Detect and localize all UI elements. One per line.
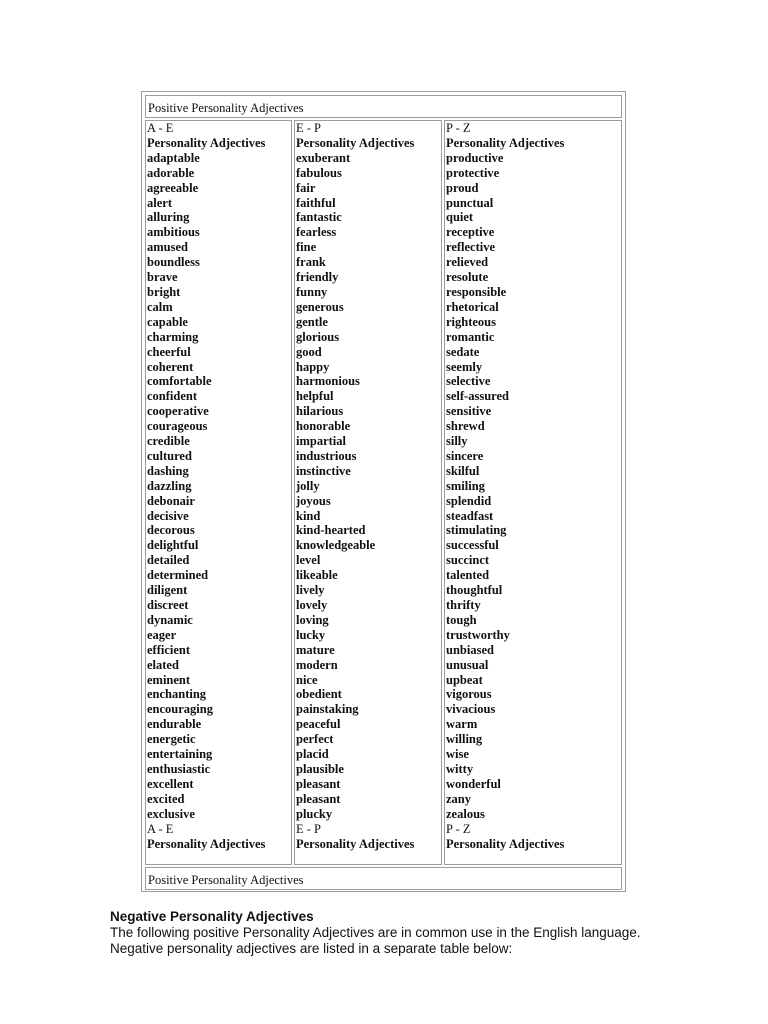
adjective-item: cooperative — [147, 404, 209, 419]
table-caption-top — [145, 95, 622, 118]
column-footer-range-label: P - Z — [446, 821, 471, 836]
adjective-item: excellent — [147, 776, 194, 791]
column-a-e-list — [147, 121, 265, 851]
adjective-item: dashing — [147, 463, 189, 478]
adjective-item: likeable — [296, 568, 338, 583]
adjectives-table — [141, 91, 626, 892]
adjective-item: exuberant — [296, 150, 351, 165]
adjective-item: thoughtful — [446, 583, 503, 598]
adjective-item: stimulating — [446, 523, 507, 538]
adjective-item: skilful — [446, 463, 480, 478]
adjective-item: self-assured — [446, 389, 509, 404]
adjective-item: harmonious — [296, 374, 360, 389]
adjective-item: romantic — [446, 329, 495, 344]
adjective-item: relieved — [446, 255, 489, 270]
table-caption-top-text: Positive Personality Adjectives — [148, 101, 304, 115]
adjective-item: placid — [296, 747, 329, 762]
adjective-item: loving — [296, 612, 329, 627]
adjective-item: enchanting — [147, 687, 207, 702]
section-paragraph: The following positive Personality Adjectives are in common use in the English language. Negative personality adjectives are listed in a separate table below: — [110, 925, 641, 956]
column-footer-subheading: Personality Adjectives — [446, 836, 565, 851]
adjective-item: lovely — [296, 598, 328, 612]
adjective-item: coherent — [147, 359, 194, 374]
adjective-item: warm — [446, 717, 478, 732]
adjective-item: perfect — [296, 732, 334, 747]
adjective-item: efficient — [147, 642, 191, 657]
adjective-item: quiet — [446, 210, 474, 225]
column-footer-subheading: Personality Adjectives — [296, 836, 415, 851]
column-e-p-list — [296, 121, 414, 851]
adjective-item: cheerful — [147, 344, 191, 359]
column-range-label: E - P — [296, 121, 321, 135]
adjective-item: righteous — [446, 314, 496, 329]
adjective-item: generous — [296, 299, 344, 314]
adjective-item: diligent — [147, 583, 188, 598]
adjective-item: productive — [446, 150, 504, 165]
adjective-item: jolly — [296, 478, 320, 493]
table-caption-bottom-text: Positive Personality Adjectives — [148, 873, 304, 887]
column-footer-range-label: E - P — [296, 821, 321, 836]
column-footer-range-label: A - E — [147, 821, 174, 836]
adjective-item: shrewd — [446, 419, 485, 434]
adjective-item: charming — [147, 329, 199, 344]
adjective-item: lively — [296, 583, 325, 598]
adjective-item: obedient — [296, 687, 342, 702]
adjective-item: discreet — [147, 598, 189, 612]
adjective-item: energetic — [147, 732, 196, 747]
adjective-item: calm — [147, 299, 173, 314]
adjective-item: succinct — [446, 553, 490, 568]
adjective-item: unusual — [446, 657, 489, 672]
adjective-item: alert — [147, 195, 172, 210]
adjective-item: successful — [446, 538, 499, 553]
adjective-item: amused — [147, 240, 188, 255]
column-subheading: Personality Adjectives — [446, 135, 565, 150]
adjective-item: determined — [147, 568, 209, 583]
adjective-item: eminent — [147, 672, 191, 687]
adjective-item: plucky — [296, 806, 333, 821]
adjective-item: boundless — [147, 255, 200, 270]
adjective-item: mature — [296, 642, 335, 657]
adjective-item: vigorous — [446, 687, 492, 702]
adjective-item: kind — [296, 508, 321, 523]
adjective-item: excited — [147, 791, 185, 806]
adjective-item: punctual — [446, 195, 494, 210]
adjective-item: adaptable — [147, 150, 200, 165]
adjective-item: agreeable — [147, 180, 199, 195]
column-range-label: A - E — [147, 121, 174, 135]
adjective-item: unbiased — [446, 642, 494, 657]
adjective-item: honorable — [296, 419, 351, 434]
adjective-item: encouraging — [147, 702, 213, 717]
adjective-item: ambitious — [147, 225, 200, 240]
adjective-item: debonair — [147, 493, 195, 508]
adjective-item: fine — [296, 240, 317, 255]
section-title: Negative Personality Adjectives — [110, 909, 314, 924]
adjective-item: sensitive — [446, 404, 492, 419]
adjective-item: endurable — [147, 717, 202, 732]
adjective-item: sincere — [446, 448, 484, 463]
adjective-item: protective — [446, 165, 500, 180]
column-subheading: Personality Adjectives — [147, 135, 266, 150]
adjective-item: witty — [446, 761, 474, 776]
adjective-item: decorous — [147, 523, 195, 538]
adjective-item: comfortable — [147, 374, 212, 389]
adjective-item: credible — [147, 434, 190, 449]
adjective-item: willing — [446, 732, 483, 747]
adjective-item: impartial — [296, 434, 346, 449]
adjective-item: peaceful — [296, 717, 341, 732]
adjective-item: elated — [147, 657, 179, 672]
adjective-item: knowledgeable — [296, 538, 376, 553]
adjective-item: zany — [446, 791, 471, 806]
adjective-item: thrifty — [446, 598, 481, 612]
adjective-item: wonderful — [446, 776, 501, 791]
adjective-item: instinctive — [296, 463, 351, 478]
column-footer-subheading: Personality Adjectives — [147, 836, 266, 851]
adjective-item: entertaining — [147, 747, 213, 762]
adjective-item: eager — [147, 627, 177, 642]
adjective-item: hilarious — [296, 404, 344, 419]
adjective-item: joyous — [296, 493, 331, 508]
adjective-item: proud — [446, 180, 479, 195]
adjective-item: talented — [446, 568, 490, 583]
adjective-item: selective — [446, 374, 491, 389]
adjective-item: painstaking — [296, 702, 359, 717]
adjective-item: wise — [446, 747, 469, 762]
adjective-item: responsible — [446, 284, 507, 299]
adjective-item: adorable — [147, 165, 195, 180]
adjective-item: fantastic — [296, 210, 342, 225]
adjective-item: trustworthy — [446, 627, 510, 642]
column-e-p — [294, 120, 442, 865]
adjective-item: seemly — [446, 359, 483, 374]
column-a-e — [145, 120, 292, 865]
adjective-item: delightful — [147, 538, 199, 553]
adjective-item: tough — [446, 612, 477, 627]
adjective-item: glorious — [296, 329, 340, 344]
adjective-item: receptive — [446, 225, 495, 240]
adjective-item: splendid — [446, 493, 492, 508]
adjective-item: enthusiastic — [147, 761, 211, 776]
adjective-item: faithful — [296, 195, 336, 210]
adjective-item: smiling — [446, 478, 485, 493]
adjective-item: dazzling — [147, 478, 192, 493]
adjective-item: alluring — [147, 210, 190, 225]
adjective-item: detailed — [147, 553, 190, 568]
adjective-item: vivacious — [446, 702, 496, 717]
adjective-item: level — [296, 553, 321, 568]
adjective-item: cultured — [147, 448, 192, 463]
adjective-item: friendly — [296, 270, 339, 285]
adjective-item: silly — [446, 434, 468, 449]
adjective-item: helpful — [296, 389, 334, 404]
table-caption-bottom — [145, 867, 622, 890]
column-range-label: P - Z — [446, 121, 471, 135]
column-subheading: Personality Adjectives — [296, 135, 415, 150]
adjective-item: sedate — [446, 344, 480, 359]
adjective-item: industrious — [296, 448, 357, 463]
adjective-item: rhetorical — [446, 299, 499, 314]
adjective-item: courageous — [147, 419, 208, 434]
adjective-item: fearless — [296, 225, 337, 240]
adjective-item: exclusive — [147, 806, 195, 821]
adjective-item: frank — [296, 255, 326, 270]
adjective-item: fabulous — [296, 165, 342, 180]
adjective-item: gentle — [296, 314, 328, 329]
adjective-item: happy — [296, 359, 330, 374]
adjective-item: fair — [296, 180, 316, 195]
adjective-item: funny — [296, 284, 328, 299]
column-p-z-list — [446, 121, 564, 851]
adjective-item: dynamic — [147, 612, 193, 627]
adjective-item: zealous — [446, 806, 485, 821]
adjective-item: good — [296, 344, 322, 359]
adjective-item: kind-hearted — [296, 523, 366, 538]
adjective-item: reflective — [446, 240, 496, 255]
adjective-item: plausible — [296, 761, 344, 776]
adjective-item: confident — [147, 389, 197, 404]
adjective-item: nice — [296, 672, 318, 687]
adjective-item: lucky — [296, 627, 326, 642]
column-p-z — [444, 120, 622, 865]
adjective-item: decisive — [147, 508, 189, 523]
adjective-item: pleasant — [296, 791, 341, 806]
adjective-item: pleasant — [296, 776, 341, 791]
adjective-item: bright — [147, 284, 181, 299]
adjective-item: modern — [296, 657, 338, 672]
adjective-item: steadfast — [446, 508, 494, 523]
adjective-item: brave — [147, 270, 178, 285]
adjective-item: capable — [147, 314, 188, 329]
adjective-item: upbeat — [446, 672, 483, 687]
adjective-item: resolute — [446, 270, 489, 285]
